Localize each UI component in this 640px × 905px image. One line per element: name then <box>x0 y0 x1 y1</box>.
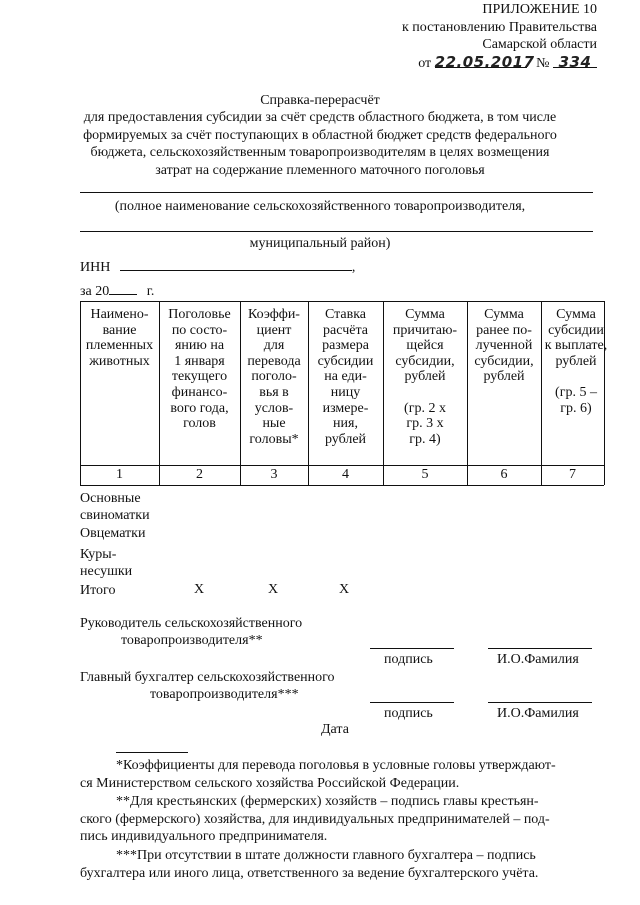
footnote-accountant: ***При отсутствии в штате должности главного бухгалтера – подпись бухгалтера или иного лица, ответственного за ведение бухгалтерского учёта. <box>80 848 539 881</box>
date-label: Дата <box>321 722 349 737</box>
inn-row <box>80 256 355 276</box>
producer-name-line[interactable] <box>80 192 593 193</box>
column-number: 7 <box>569 467 576 482</box>
inn-label: ИНН <box>80 260 111 275</box>
column-number: 4 <box>342 467 349 482</box>
row-label-total: Итого <box>80 583 116 598</box>
decree-line-1: к постановлению Правительства <box>401 20 597 35</box>
handwritten-number: 334 <box>553 53 597 68</box>
header-coefficient: Коэффи- циент для перевода поголо- вья в услов- ные головы* <box>247 307 301 447</box>
handwritten-date: 22.05.2017 <box>434 53 535 71</box>
accountant-name-line[interactable] <box>488 702 592 703</box>
inn-suffix: , <box>351 260 356 275</box>
column-number: 1 <box>116 467 123 482</box>
purpose-line: бюджета, сельскохозяйственным товаропроизводителям в целях возмещения <box>90 145 550 160</box>
row-label-ewes: Овцематки <box>80 526 146 541</box>
column-number: 2 <box>196 467 203 482</box>
accountant-title-line-1: Главный бухгалтер сельскохозяйственного <box>80 670 335 685</box>
head-name-caption: И.О.Фамилия <box>497 652 579 667</box>
table-number-border <box>80 485 604 486</box>
year-label: за 20 <box>80 284 110 299</box>
footnote-coefficients: *Коэффициенты для перевода поголовья в условные головы утверждают- ся Министерством сельского хозяйства Российской Федерации. <box>80 758 556 791</box>
accountant-name-caption: И.О.Фамилия <box>497 706 579 721</box>
header-payable-amount: Сумма субсидии к выплате, рублей (гр. 5 – гр. 6) <box>544 307 608 416</box>
column-number: 3 <box>270 467 278 482</box>
from-label: от <box>418 56 432 71</box>
footnote-farm-signature: **Для крестьянских (фермерских) хозяйств – подпись главы крестьян- ского (фермерского) хозяйства, для индивидуальных предпринимателей – под- пись индивидуального предпринимателя. <box>80 794 550 844</box>
appendix-title: ПРИЛОЖЕНИЕ 10 <box>482 2 597 17</box>
number-label: № <box>536 56 550 71</box>
accountant-title-line-2: товаропроизводителя*** <box>150 687 299 702</box>
total-mark: Х <box>339 582 350 597</box>
header-due-amount: Сумма причитаю- щейся субсидии, рублей (гр. 2 х гр. 3 х гр. 4) <box>392 307 458 447</box>
total-mark: Х <box>194 582 205 597</box>
district-caption: муниципальный район) <box>249 236 391 251</box>
accountant-signature-caption: подпись <box>384 706 433 721</box>
head-signature-line[interactable] <box>370 648 454 649</box>
district-line[interactable] <box>80 231 593 232</box>
header-rate: Ставка расчёта размера субсидии на еди- ницу измере- ния, рублей <box>317 307 374 447</box>
accountant-signature-line[interactable] <box>370 702 454 703</box>
header-previous-amount: Сумма ранее по- лученной субсидии, рублей <box>474 307 534 385</box>
column-number: 6 <box>500 467 508 482</box>
row-label-sows: Основные свиноматки <box>80 491 150 523</box>
row-label-hens: Куры- несушки <box>80 547 133 579</box>
head-title-line-1: Руководитель сельскохозяйственного <box>80 616 303 631</box>
document-purpose <box>0 109 640 179</box>
year-field[interactable] <box>109 280 137 295</box>
purpose-line: затрат на содержание племенного маточного поголовья <box>155 162 485 178</box>
decree-date-line <box>418 53 597 72</box>
head-signature-caption: подпись <box>384 652 433 667</box>
producer-name-caption: (полное наименование сельскохозяйственного товаропроизводителя, <box>114 199 526 214</box>
head-title-line-2: товаропроизводителя** <box>121 633 263 648</box>
year-row <box>80 280 154 300</box>
header-livestock: Поголовье по состо- янию на 1 января текущего финансо- вого года, голов <box>168 307 231 432</box>
footnote-separator <box>116 752 188 753</box>
inn-field[interactable] <box>120 256 352 271</box>
purpose-line: для предоставления субсидии за счёт средств областного бюджета, в том числе <box>83 110 557 125</box>
column-number: 5 <box>421 467 429 482</box>
year-suffix: г. <box>146 284 155 299</box>
decree-line-2: Самарской области <box>482 37 597 52</box>
header-animal-name: Наимено- вание племенных животных <box>85 307 154 369</box>
purpose-line: формируемых за счёт поступающих в областной бюджет средств федерального <box>83 127 557 143</box>
total-mark: Х <box>268 582 279 597</box>
document-heading: Справка-перерасчёт <box>260 93 380 108</box>
head-name-line[interactable] <box>488 648 592 649</box>
